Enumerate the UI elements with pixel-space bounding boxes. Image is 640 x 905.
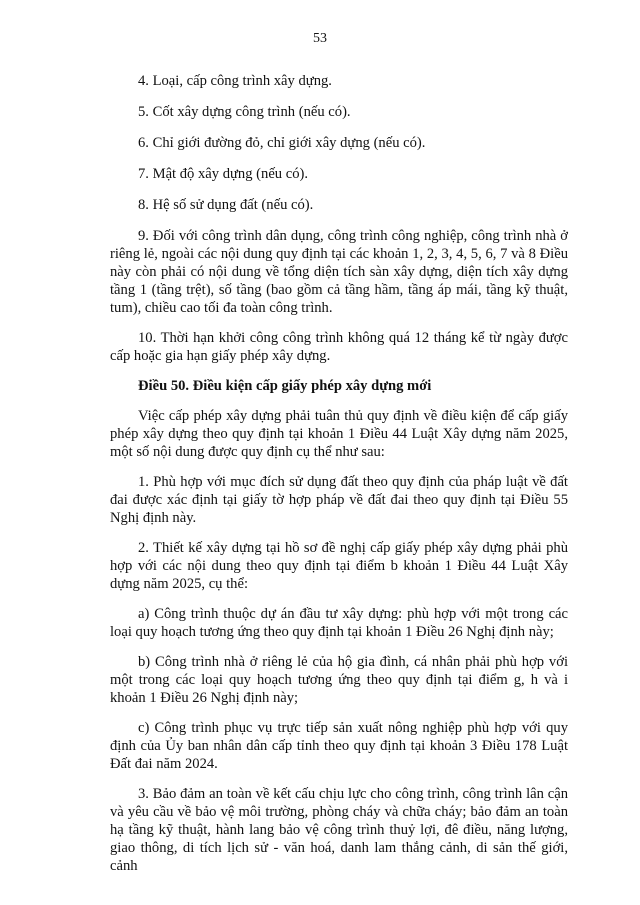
paragraph-item-10: 10. Thời hạn khởi công công trình không quá 12 tháng kể từ ngày được cấp hoặc gia hạn giấy phép xây dựng. [110, 330, 568, 364]
paragraph-item-9: 9. Đối với công trình dân dụng, công trình công nghiệp, công trình nhà ở riêng lẻ, ngoài các nội dung quy định tại các khoản 1, 2, 3, 4, 5, 6, 7 và 8 Điều này còn phải có nội dung về tổng diện tích sàn xây dựng, diện tích xây dựng tầng 1 (tầng trệt), số tầng (bao gồm cả tầng hầm, tầng áp mái, tầng kỹ thuật, tum), chiều cao tối đa toàn công trình. [110, 228, 568, 316]
paragraph-item-8: 8. Hệ số sử dụng đất (nếu có). [138, 197, 314, 213]
document-body [110, 72, 568, 887]
point-c-paragraph: c) Công trình phục vụ trực tiếp sản xuất nông nghiệp phù hợp với quy định của Ủy ban nhân dân cấp tỉnh theo quy định tại khoản 3 Điều 178 Luật Đất đai năm 2024. [110, 720, 568, 772]
point-b-paragraph: b) Công trình nhà ở riêng lẻ của hộ gia đình, cá nhân phải phù hợp với một trong các loại quy hoạch tương ứng theo quy định tại điểm g, h và i khoản 1 Điều 26 Nghị định này; [110, 654, 568, 706]
page-number: 53 [313, 31, 327, 46]
point-a-paragraph: a) Công trình thuộc dự án đầu tư xây dựng: phù hợp với một trong các loại quy hoạch tương ứng theo quy định tại khoản 1 Điều 26 Nghị định này; [110, 606, 568, 640]
clause-1-paragraph: 1. Phù hợp với mục đích sử dụng đất theo quy định của pháp luật về đất đai được xác định tại giấy tờ hợp pháp về đất đai theo quy định tại Điều 55 Nghị định này. [110, 474, 568, 526]
article-intro-paragraph: Việc cấp phép xây dựng phải tuân thủ quy định về điều kiện để cấp giấy phép xây dựng theo quy định tại khoản 1 Điều 44 Luật Xây dựng năm 2025, một số nội dung được quy định cụ thể như sau: [110, 408, 568, 460]
clause-2-paragraph: 2. Thiết kế xây dựng tại hồ sơ đề nghị cấp giấy phép xây dựng phải phù hợp với các nội dung theo quy định tại điểm b khoản 1 Điều 44 Luật Xây dựng năm 2025, cụ thể: [110, 540, 568, 592]
paragraph-item-6: 6. Chỉ giới đường đỏ, chỉ giới xây dựng (nếu có). [138, 135, 426, 151]
paragraph-item-4: 4. Loại, cấp công trình xây dựng. [138, 73, 332, 89]
clause-3-paragraph: 3. Bảo đảm an toàn về kết cấu chịu lực cho công trình, công trình lân cận và yêu cầu về bảo vệ môi trường, phòng cháy và chữa cháy; bảo đảm an toàn hạ tầng kỹ thuật, hành lang bảo vệ công trình thuỷ lợi, đê điều, năng lượng, giao thông, di tích lịch sử - văn hoá, danh lam thắng cảnh, di sản thế giới, cảnh [110, 786, 568, 874]
paragraph-item-5: 5. Cốt xây dựng công trình (nếu có). [138, 104, 351, 120]
paragraph-item-7: 7. Mật độ xây dựng (nếu có). [138, 166, 309, 182]
article-heading: Điều 50. Điều kiện cấp giấy phép xây dựng mới [138, 378, 432, 394]
